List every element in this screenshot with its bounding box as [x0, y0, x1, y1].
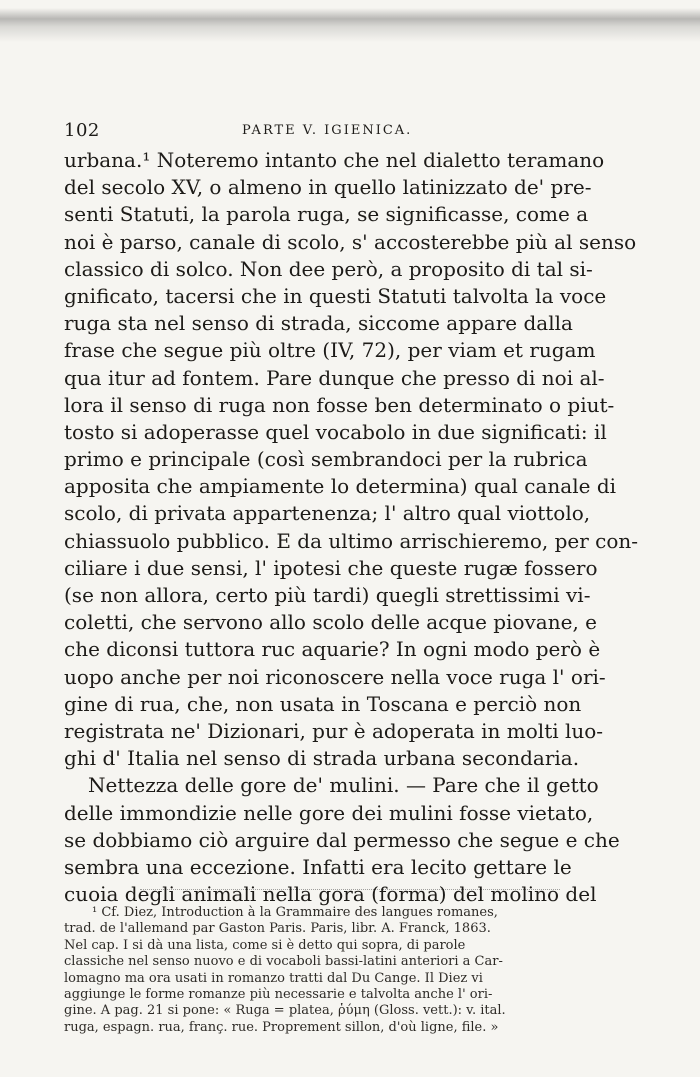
page-header	[64, 120, 570, 144]
body-line: sembra una eccezione. Infatti era lecito gettare le	[64, 854, 572, 879]
footnote-line: gine. A pag. 21 si pone: « Ruga = platea, ῥύμη (Gloss. vett.): v. ital.	[64, 1003, 506, 1019]
body-line: (se non allora, certo più tardi) quegli strettissimi vi-	[64, 583, 591, 607]
footnotes	[64, 905, 570, 1036]
footnote-line: trad. de l'allemand par Gaston Paris. Paris, libr. A. Franck, 1863.	[64, 921, 491, 937]
body-line: che diconsi tuttora ruc aquarie? In ogni modo però è	[64, 637, 601, 662]
body-line: apposita che ampiamente lo determina) qual canale di	[64, 474, 617, 499]
footnote-line: Nel cap. I si dà una lista, come si è detto qui sopra, di parole	[64, 937, 466, 953]
body-line: del secolo XV, o almeno in quello latinizzato de' pre-	[64, 175, 592, 200]
body-line: coletti, che servono allo scolo delle acque piovane, e	[64, 610, 597, 635]
body-line: cuoia degli animali nella gora (forma) del molino del	[64, 882, 597, 907]
body-line: lora il senso di ruga non fosse ben determinato o piut-	[64, 392, 615, 417]
running-head: PARTE V. IGIENICA.	[242, 123, 413, 138]
footnote-line: lomagno ma ora usati in romanzo tratti dal Du Cange. Il Diez vi	[64, 970, 483, 986]
body-line: ciliare i due sensi, l' ipotesi che queste rugæ fossero	[64, 555, 598, 580]
body-line: primo e principale (così sembrandoci per la rubrica	[64, 447, 588, 472]
body-line: uopo anche per noi riconoscere nella voce ruga l' ori-	[64, 664, 606, 689]
body-line: ruga sta nel senso di strada, siccome appare dalla	[64, 311, 573, 336]
body-line: delle immondizie nelle gore dei mulini fosse vietato,	[64, 800, 594, 825]
body-line: senti Statuti, la parola ruga, se significasse, come a	[64, 202, 589, 227]
body-text	[64, 147, 639, 908]
footnote-line: classiche nel senso nuovo e di vocaboli bassi-latini anteriori a Car-	[64, 954, 503, 970]
body-line: qua itur ad fontem. Pare dunque che presso di noi al-	[64, 365, 605, 390]
body-line: registrata ne' Dizionari, pur è adoperata in molti luo-	[64, 718, 604, 743]
body-line: ghi d' Italia nel senso di strada urbana secondaria.	[64, 746, 580, 771]
footnote-line: ¹ Cf. Diez, Introduction à la Grammaire des langues romanes,	[92, 905, 498, 920]
page-number: 102	[64, 120, 100, 141]
section-heading-line: Nettezza delle gore de' mulini. — Pare che il getto	[88, 773, 599, 798]
body-line: scolo, di privata appartenenza; l' altro qual viottolo,	[64, 501, 591, 526]
body-line: frase che segue più oltre (IV, 72), per viam et rugam	[64, 338, 596, 363]
footnote-line: ruga, espagn. rua, franç. rue. Proprement sillon, d'où ligne, file. »	[64, 1019, 499, 1035]
scan-edge-shadow	[0, 8, 700, 42]
body-line: urbana.¹ Noteremo intanto che nel dialetto teramano	[64, 148, 605, 172]
footnote-line: aggiunge le forme romanze più necessarie e talvolta anche l' ori-	[64, 986, 493, 1002]
body-line: gnificato, tacersi che in questi Statuti talvolta la voce	[64, 283, 607, 308]
body-line: tosto si adoperasse quel vocabolo in due significati: il	[64, 419, 607, 444]
body-line: se dobbiamo ciò arguire dal permesso che segue e che	[64, 827, 620, 852]
body-line: chiassuolo pubblico. E da ultimo arrischieremo, per con-	[64, 528, 639, 553]
body-line: noi è parso, canale di scolo, s' accosterebbe più al senso	[64, 229, 637, 254]
body-line: gine di rua, che, non usata in Toscana e perciò non	[64, 691, 582, 716]
body-line: classico di solco. Non dee però, a proposito di tal si-	[64, 256, 593, 281]
footnote-separator	[140, 889, 560, 892]
